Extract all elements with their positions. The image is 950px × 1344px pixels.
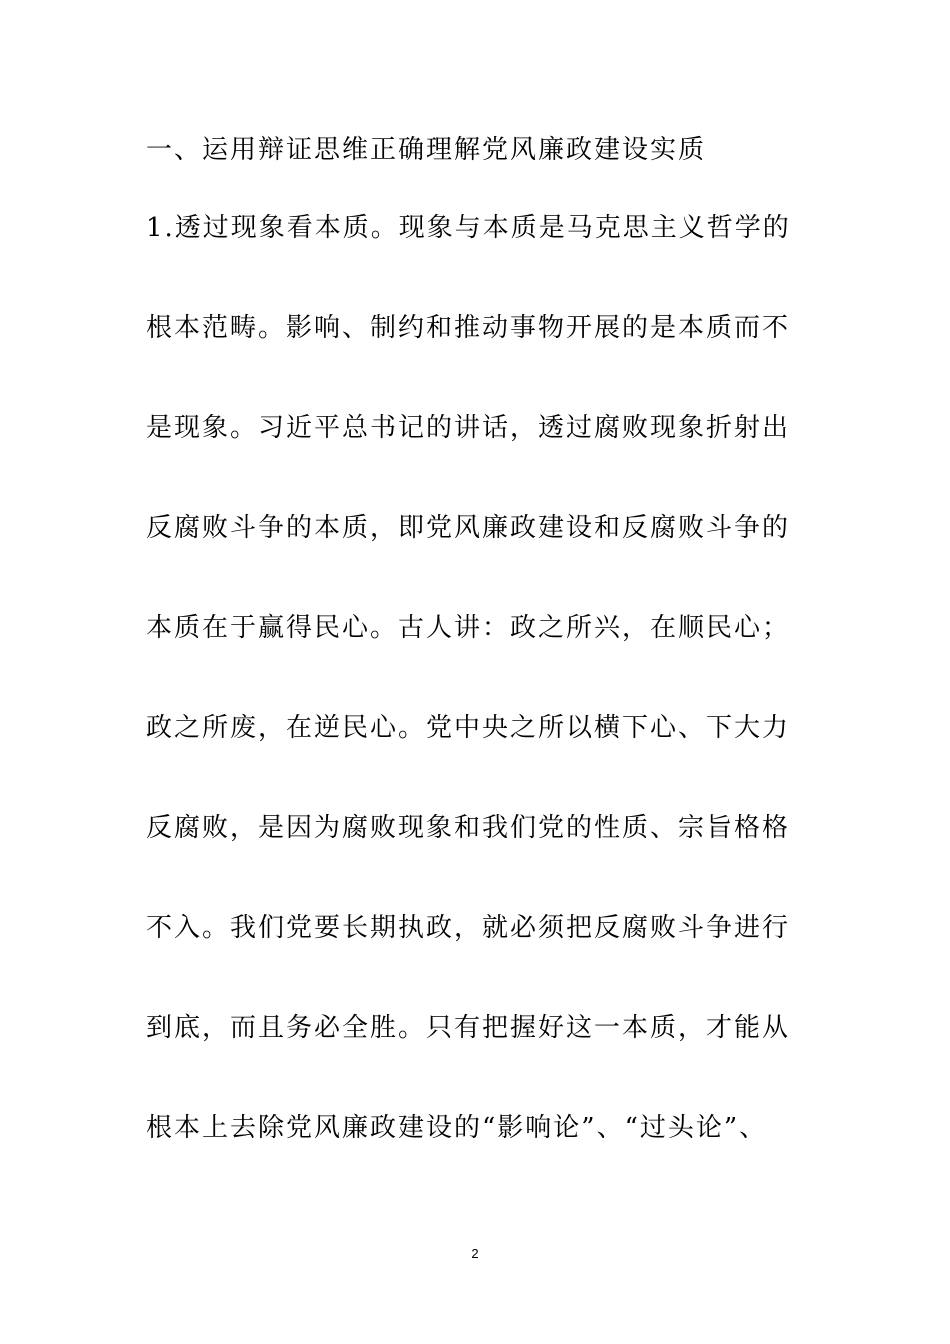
text-line: 到底，而且务必全胜。只有把握好这一本质，才能从	[146, 1013, 791, 1043]
text-line: 根本范畴。影响、制约和推动事物开展的是本质而不	[146, 313, 791, 343]
text-line: 根本上去除党风廉政建设的“影响论”、“过头论”、	[146, 1113, 768, 1143]
text-line: 反腐败，是因为腐败现象和我们党的性质、宗旨格格	[146, 813, 791, 843]
text-line: 政之所废，在逆民心。党中央之所以横下心、下大力	[146, 713, 791, 743]
text-line: 1.透过现象看本质。现象与本质是马克思主义哲学的	[146, 213, 791, 243]
text-line: 本质在于赢得民心。古人讲：政之所兴，在顺民心；	[146, 613, 791, 643]
section-heading: 一、运用辩证思维正确理解党风廉政建设实质	[146, 135, 707, 165]
page-number: 2	[471, 1246, 479, 1261]
text-line: 不入。我们党要长期执政，就必须把反腐败斗争进行	[146, 913, 791, 943]
text-line: 是现象。习近平总书记的讲话，透过腐败现象折射出	[146, 413, 791, 443]
text-line: 反腐败斗争的本质，即党风廉政建设和反腐败斗争的	[146, 513, 791, 543]
